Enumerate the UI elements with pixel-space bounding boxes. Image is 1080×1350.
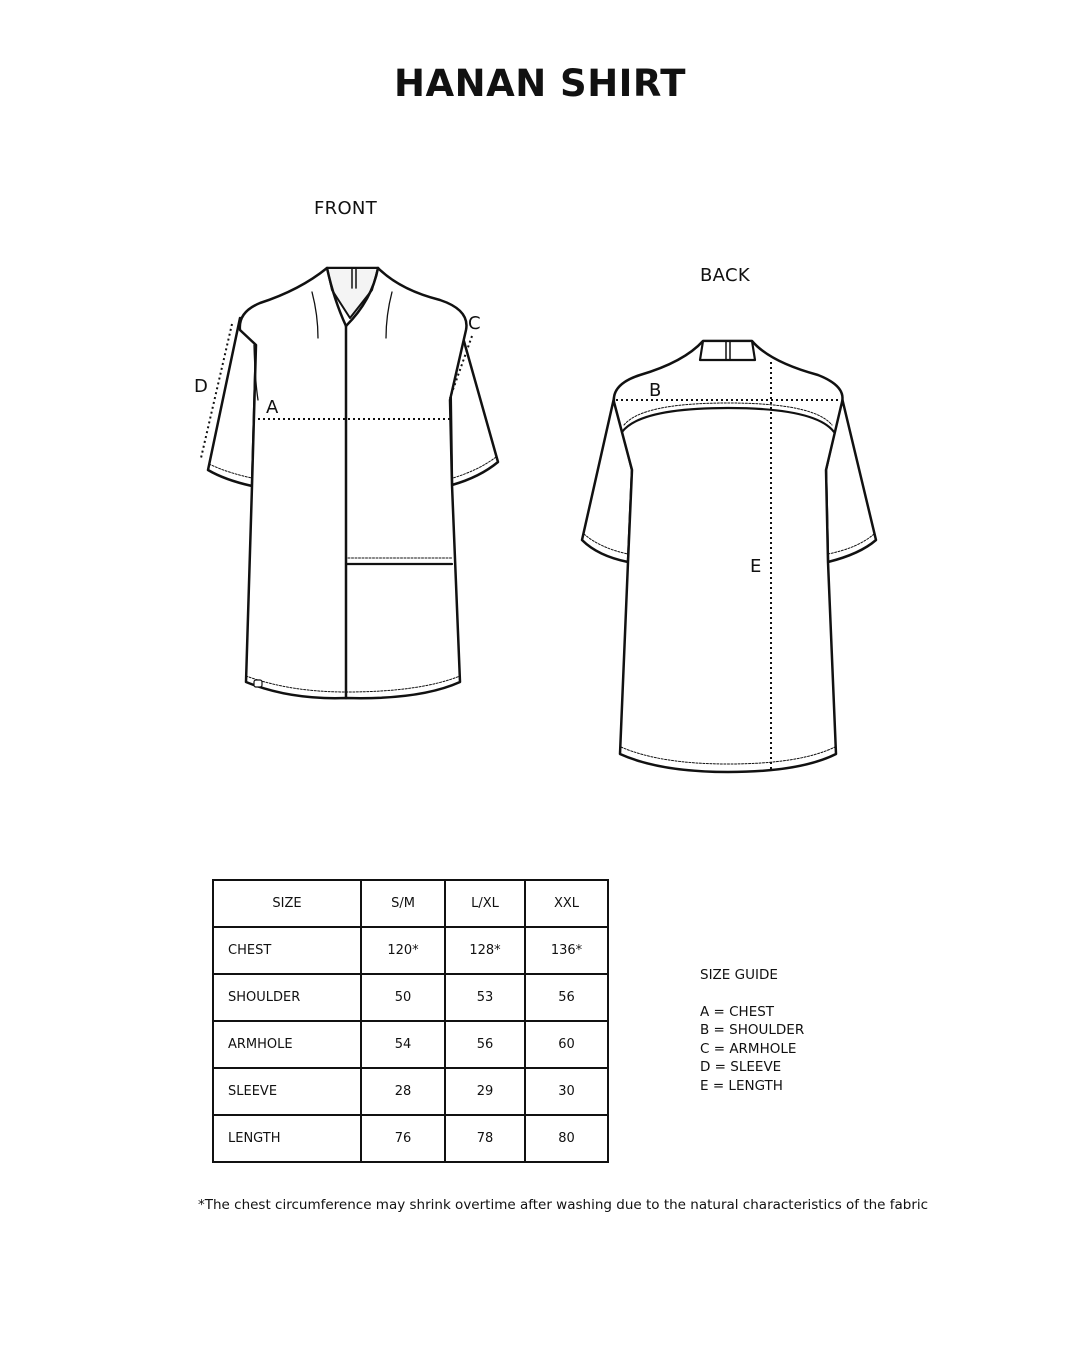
back-view-label: BACK [700, 265, 750, 286]
table-header-cell: XXL [525, 880, 608, 927]
table-cell: 50 [361, 974, 445, 1021]
table-cell: 76 [361, 1115, 445, 1162]
size-guide-item: D = SLEEVE [700, 1059, 782, 1075]
table-cell: 128* [445, 927, 525, 974]
size-guide-title: SIZE GUIDE [700, 967, 778, 983]
table-cell: 78 [445, 1115, 525, 1162]
back-body [614, 341, 843, 772]
size-guide-item: C = ARMHOLE [700, 1040, 797, 1057]
table-cell: 56 [525, 974, 608, 1021]
table-cell: 120* [361, 927, 445, 974]
table-cell: 80 [525, 1115, 608, 1162]
table-cell: 136* [525, 927, 608, 974]
front-left-sleeve [208, 318, 256, 486]
back-shirt-drawing [582, 341, 876, 772]
marker-e: E [750, 556, 762, 577]
size-guide [700, 966, 804, 1095]
table-header-cell: S/M [361, 880, 445, 927]
table-header-cell: L/XL [445, 880, 525, 927]
table-row [213, 1021, 608, 1068]
table-cell: 28 [361, 1068, 445, 1115]
table-cell: 54 [361, 1021, 445, 1068]
back-collar [700, 341, 755, 360]
size-guide-item: A = CHEST [700, 1003, 775, 1020]
table-cell: 30 [525, 1068, 608, 1115]
size-guide-item: E = LENGTH [700, 1077, 783, 1094]
front-view-label: FRONT [314, 198, 377, 219]
table-header-cell: SIZE [213, 880, 361, 927]
table-row-label: SLEEVE [213, 1068, 361, 1115]
table-row [213, 974, 608, 1021]
table-row-label: LENGTH [213, 1115, 361, 1162]
size-table [212, 879, 609, 1163]
table-cell: 53 [445, 974, 525, 1021]
footnote: *The chest circumference may shrink overtime after washing due to the natural characteristics of the fabric [198, 1197, 929, 1213]
table-cell: 56 [445, 1021, 525, 1068]
table-cell: 29 [445, 1068, 525, 1115]
table-header-row [213, 880, 608, 927]
table-row [213, 927, 608, 974]
table-cell: 60 [525, 1021, 608, 1068]
size-guide-item: B = SHOULDER [700, 1022, 805, 1038]
marker-a: A [266, 397, 279, 418]
front-shirt-drawing [208, 268, 498, 698]
marker-c: C [468, 313, 481, 334]
marker-b: B [649, 380, 662, 401]
table-row-label: CHEST [213, 927, 361, 974]
marker-d: D [194, 376, 208, 397]
table-row [213, 1115, 608, 1162]
table-row-label: ARMHOLE [213, 1021, 361, 1068]
front-hem-label [254, 680, 262, 687]
front-body [240, 268, 467, 698]
table-row-label: SHOULDER [213, 974, 361, 1021]
table-row [213, 1068, 608, 1115]
page-title: HANAN SHIRT [394, 62, 686, 105]
